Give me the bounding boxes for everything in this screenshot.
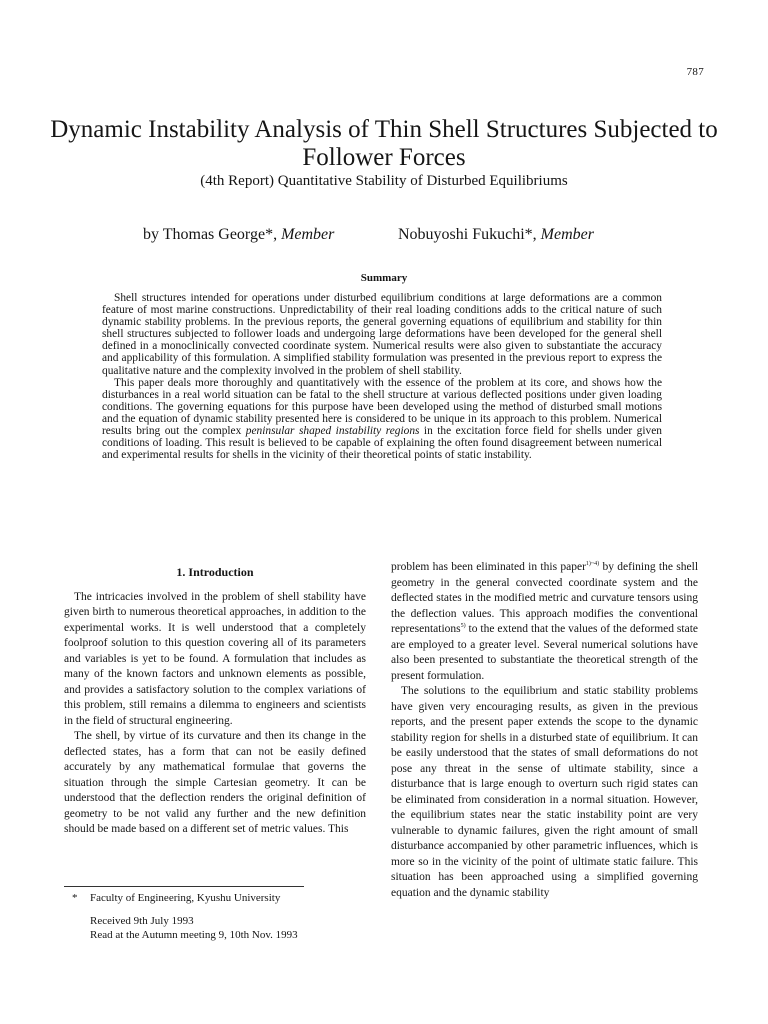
affiliation-text: Faculty of Engineering, Kyushu University [90,892,281,904]
author-role: Member [540,226,594,243]
author-name: Thomas George*, [162,226,282,243]
author-1 [143,226,334,244]
body-text: problem has been eliminated in this paper [391,561,586,573]
summary-paragraph-1: Shell structures intended for operations under disturbed equilibrium conditions at large deformations are a common feature of most marine constructions. Unpredictability of their real loading conditions adds to the critical nature of such dynamic stability problems. In the previous reports, the general governing equations of equilibrium and stability for thin shell structures subjected to follower loads and undergoing large deformations have been developed for the general shell defined in a monoclinically convected coordinate system. Numerical results were also given to substantiate the accuracy and applicability of this formulation. A simplified stability formulation was presented in the previous report to express the qualitative nature and the complexity involved in the problem of shell stability. [102,292,662,377]
author-prefix: by [143,226,163,243]
read-date: Read at the Autumn meeting 9, 10th Nov. 1993 [90,929,298,941]
body-text: by defining the shell geometry in the general convected coordinate system and the deflected states in the modified metric and curvature tensors using the deflection values. This approach modifies the conventional representations [391,561,699,635]
summary-text: This paper deals more thoroughly and quantitatively with the essence of the problem at its core, and shows how the disturbances in a real world situation can be fatal to the shell structure at various deflected positions under given loading conditions. The governing equations for this purpose have been developed using the method of disturbed small motions and the equation of dynamic stability presented here is considered to be unique in its approach to this problem. Numerical results bring out the complex [102,376,662,438]
right-column [391,560,698,901]
footnotes [72,891,372,942]
paper-subtitle: (4th Report) Quantitative Stability of Disturbed Equilibriums [200,173,568,189]
author-role: Member [281,226,335,243]
body-paragraph: The shell, by virtue of its curvature and then its change in the deflected states, has a form that can not be easily defined accurately by any mathematical formulae that governs the situation through the simple Cartesian geometry. It can be understood that the deflection renders the original definition of geometry to be not valid any further and the new definition should be made based on a different set of metric values. This [64,730,366,835]
summary-paragraph-2 [102,377,662,462]
summary-heading: Summary [360,272,408,284]
author-name: Nobuyoshi Fukuchi*, [398,226,541,243]
reference-marker: 1)~4) [585,561,600,567]
author-2 [398,226,594,244]
summary-text: in the excitation force field for shells under given conditions of loading. This result is believed to be capable of explaining the often found disagreement between numerical and experimental results for shells in the vicinity of their theoretical points of static instability. [102,425,662,462]
summary-abstract [102,292,662,461]
received-date: Received 9th July 1993 [90,915,194,927]
emphasized-term: peninsular shaped instability regions [245,425,420,438]
body-paragraph [391,560,698,684]
section-heading-introduction: 1. Introduction [176,565,254,579]
page-number: 787 [686,66,704,78]
body-text: to the extend that the values of the deformed state are employed to a greater level. Several numerical solutions have also been presented to substantiate the theoretical strength of the present formulation. [391,623,698,682]
footnote-star: * [72,892,78,904]
reference-marker: 5) [460,623,466,629]
body-paragraph: The solutions to the equilibrium and static stability problems have given very encouraging results, as given in the previous reports, and the present paper extends the scope to the dynamic stability region for shells in a disturbed state of equilibrium. It can be easily understood that the states of small deformations do not pose any threat in the sense of ultimate stability, since a disturbance that is large enough to overturn such rigid states can be eliminated from consideration in a normal situation. However, the equilibrium states near the static instability point are very vulnerable to dynamic failures, given the right amount of small disturbance accompanied by other parametric influences, which is more so in the vicinity of the point of ultimate static failure. This situation has been approached using a simplified governing equation and the dynamic stability [391,685,698,899]
footnote-divider [64,886,304,887]
author-line [0,226,768,248]
paper-title: Dynamic Instability Analysis of Thin Shell Structures Subjected to Follower Forces [50,116,718,171]
body-paragraph: The intricacies involved in the problem of shell stability have given birth to numerous theoretical approaches, in addition to the experimental works. It is well understood that a completely foolproof solution to this question covering all of its parameters and variables is yet to be found. A formulation that includes as many of the known factors and unknown elements as possible, and provides a satisfactory solution to the complex variations of this problem, still remains a dilemma to engineers and scientists in the field of structural engineering. [64,590,366,727]
footnote-affiliation [72,891,372,905]
left-column [64,565,366,838]
